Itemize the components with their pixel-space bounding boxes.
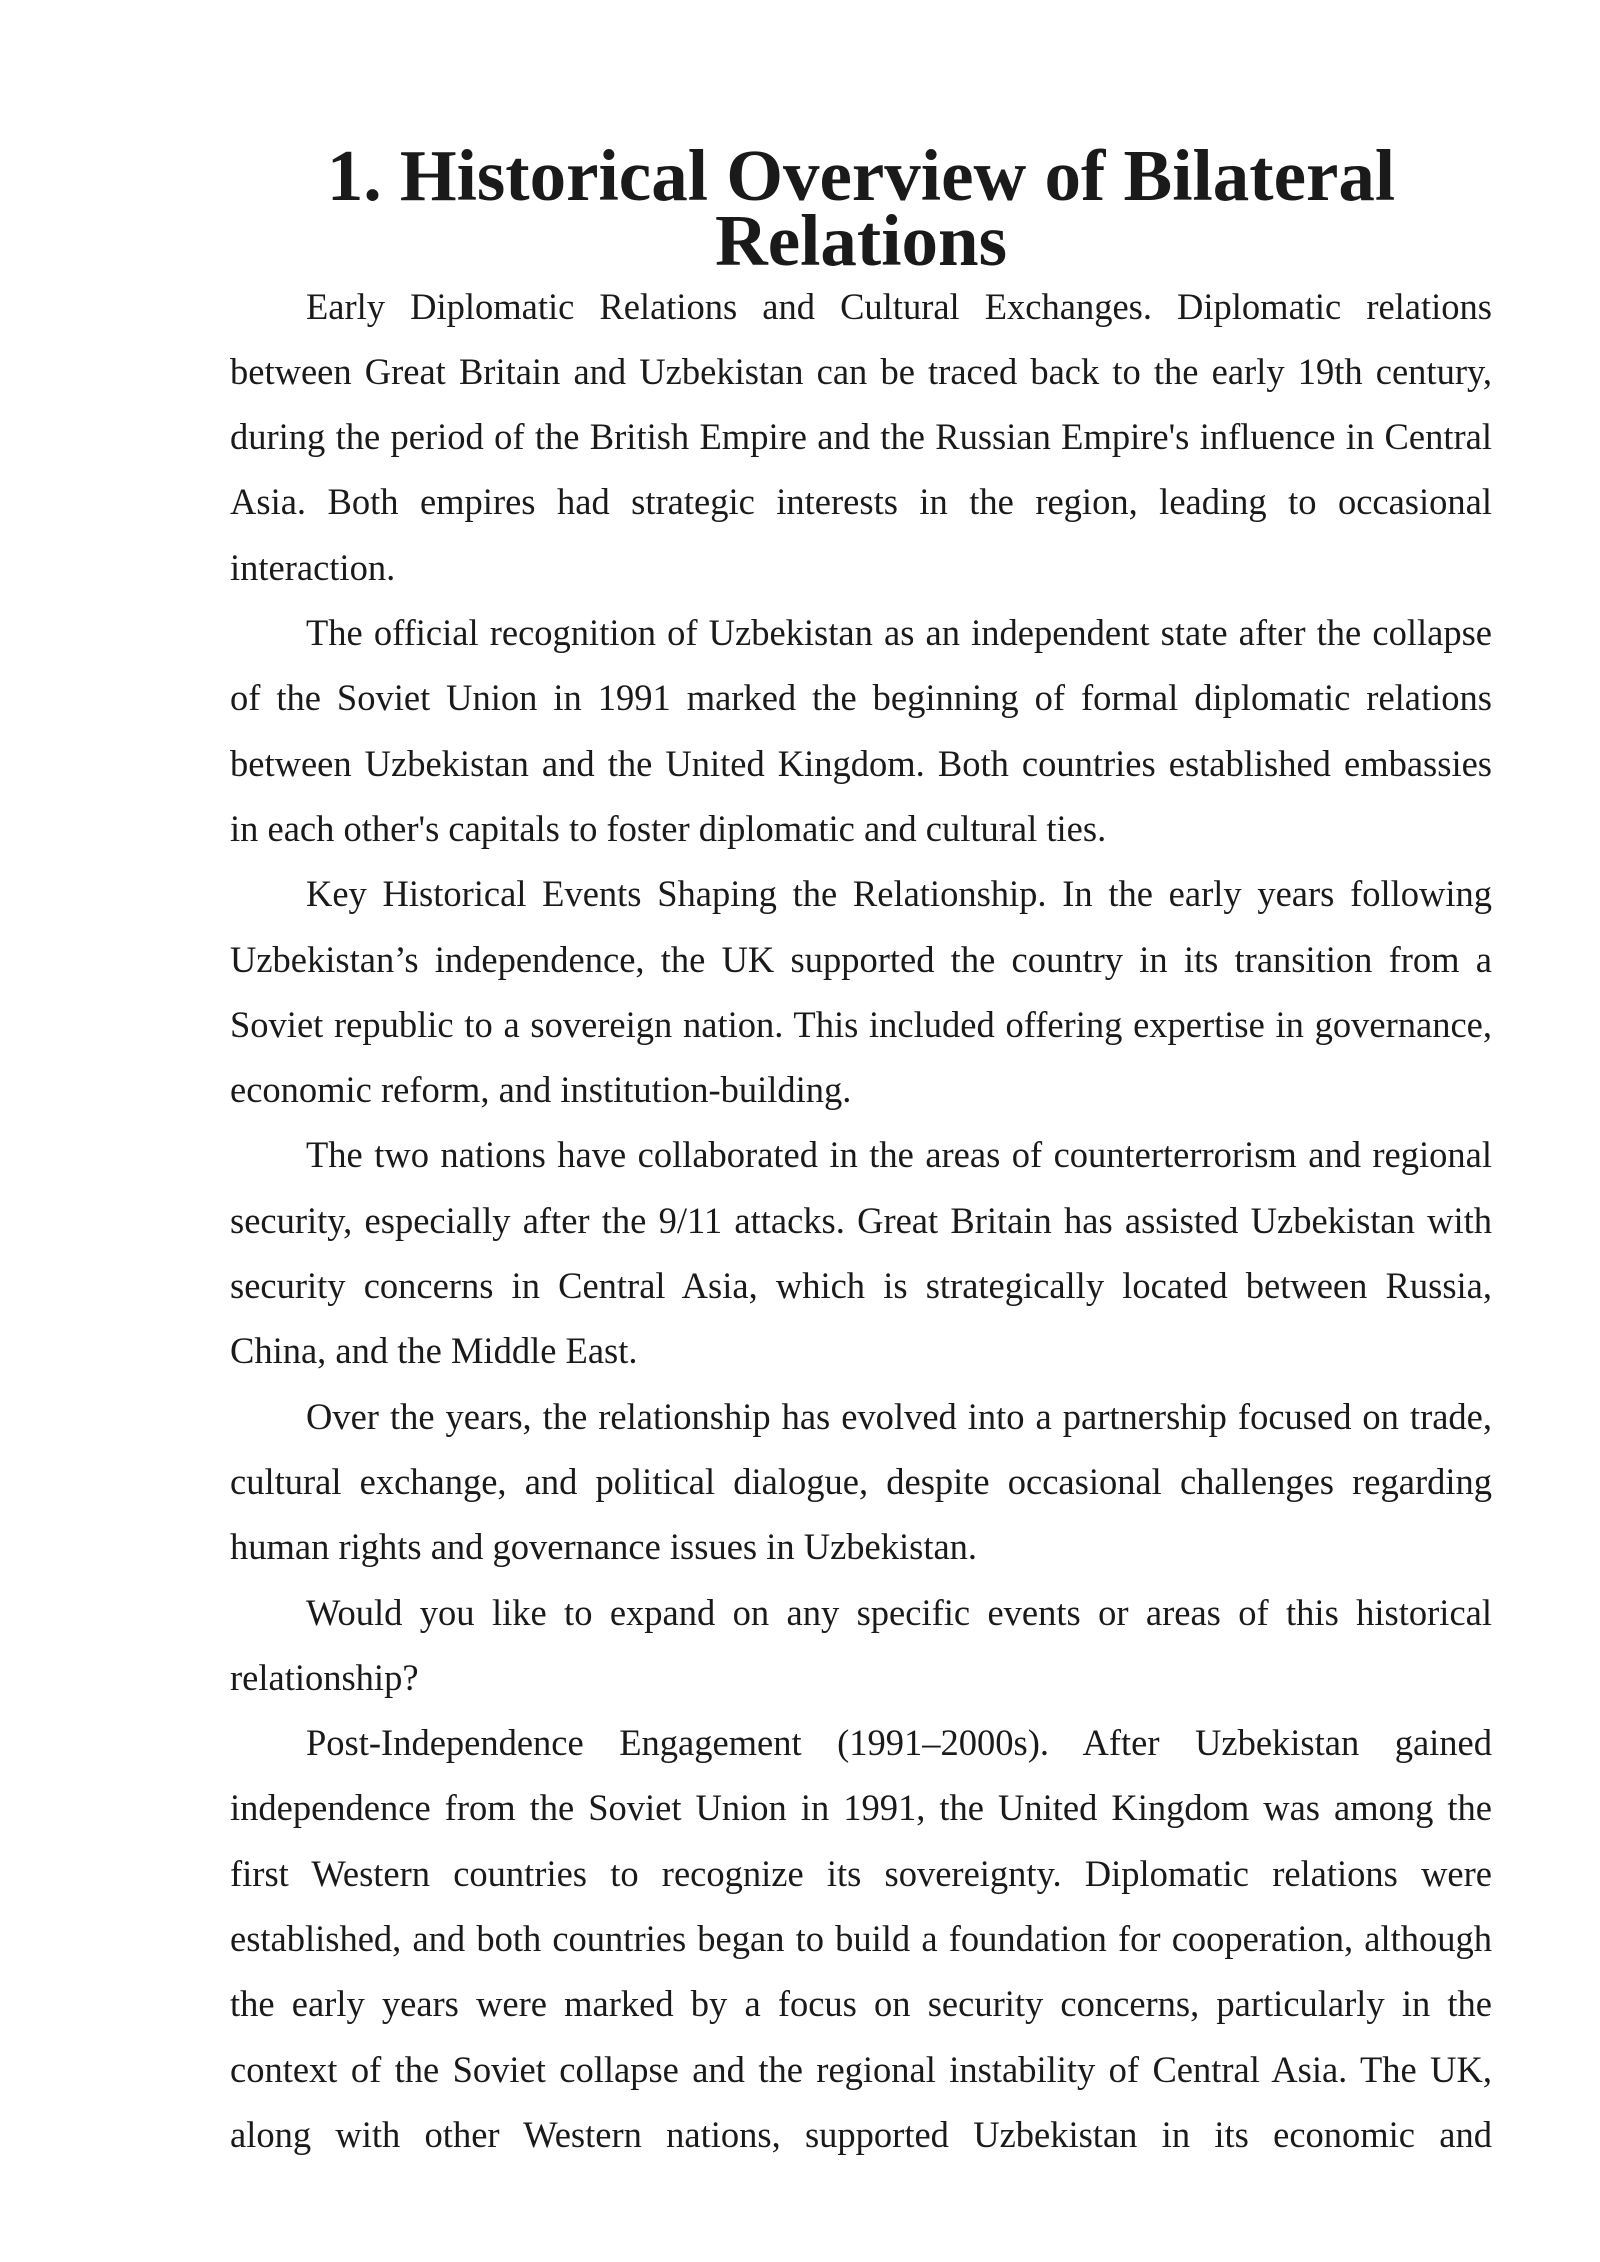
paragraph-partnership-evolution: Over the years, the relationship has evolved into a partnership focused on trade, cultural exchange, and political dialogue, despite occasional challenges regarding human rights and governance issues in Uzbekistan.: [230, 1395, 1492, 1568]
paragraph-post-independence: Post-Independence Engagement (1991–2000s). After Uzbekistan gained independence from the Soviet Union in 1991, the United Kingdom was among the first Western countries to recognize its sovereignty. Diplomatic relations were established, and both countries began to build a foundation for cooperation, although the early years were marked by a focus on security concerns, particularly in the context of the Soviet collapse and the regional instability of Central Asia. The UK, along with other Western nations, supported Uzbekistan in its economic and: [230, 1722, 1492, 2155]
paragraph-key-events: Key Historical Events Shaping the Relationship. In the early years following Uzbekistan’s independence, the UK supported the country in its transition from a Soviet republic to a sovereign nation. This included offering expertise in governance, economic reform, and institution-building.: [230, 873, 1492, 1111]
section-heading: 1. Historical Overview of Bilateral Relations: [326, 135, 1396, 282]
document-body: [230, 135, 1492, 2167]
paragraph-expand-question: Would you like to expand on any specific events or areas of this historical relationship?: [230, 1591, 1492, 1698]
paragraph-early-relations: Early Diplomatic Relations and Cultural Exchanges. Diplomatic relations between Great Britain and Uzbekistan can be traced back to the early 19th century, during the period of the British Empire and the Russian Empire's influence in Central Asia. Both empires had strategic interests in the region, leading to occasional interaction.: [230, 285, 1492, 588]
paragraph-official-recognition: The official recognition of Uzbekistan as an independent state after the collapse of the Soviet Union in 1991 marked the beginning of formal diplomatic relations between Uzbekistan and the United Kingdom. Both countries established embassies in each other's capitals to foster diplomatic and cultural ties.: [230, 612, 1492, 849]
paragraph-security-cooperation: The two nations have collaborated in the areas of counterterrorism and regional security, especially after the 9/11 attacks. Great Britain has assisted Uzbekistan with security concerns in Central Asia, which is strategically located between Russia, China, and the Middle East.: [230, 1134, 1492, 1372]
